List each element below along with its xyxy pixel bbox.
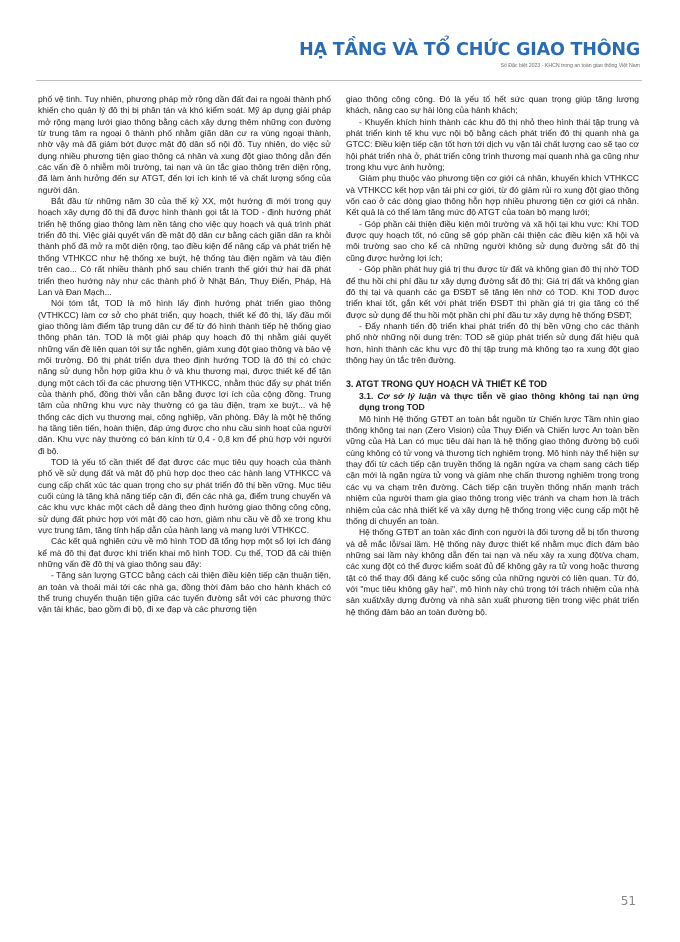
paragraph: giao thông công cộng. Đó là yếu tố hết sức quan trọng giúp tăng lượng khách, nâng cao sự hài lòng của hành khách; — [346, 94, 639, 116]
paragraph: Hệ thống GTĐT an toàn xác định con người là đối tượng dễ bị tổn thương và dễ mắc lỗi/sai lầm. Hệ thống này được thiết kế nhằm mục đích đảm bảo những sai lầm này không dẫn đến tai nạn và nếu xảy ra xung đột/va chạm, các xung đột có thể được kiểm soát đủ để không gây ra tử vong hoặc thương tật có thể thay đổi đáng kể cuộc sống của những người có liên quan. Từ đó, với "mục tiêu không gây hại", mô hình này chú trọng tới trách nhiệm của nhà sản xuất/xây dựng đường và nhà sản xuất phương tiện trong việc phát triển hệ thống đảm bảo an toàn đường bộ. — [346, 527, 639, 617]
paragraph: Mô hình Hệ thống GTĐT an toàn bắt nguồn từ Chiến lược Tầm nhìn giao thông không tai nạn (Zero Vision) của Thụy Điển và Chiến lược An toàn bền vững của Hà Lan có mục tiêu dài hạn là hệ thống giao thông đường bộ cuối cùng không có tử vong và thương tích nghiêm trọng. Mô hình này thể hiện sự thay đổi từ cách tiếp cận truyền thống là ngăn ngừa va chạm sang cách tiếp cận mới là ngăn ngừa tử vong và giảm nhẹ chấn thương nghiêm trọng trong các vụ va chạm trên đường. Cách tiếp cận truyền thống nhấn mạnh trách nhiệm của người tham gia giao thông trong việc tránh va chạm hơn là trách nhiệm của các nhà thiết kế và xây dựng hệ thống trong việc cung cấp một hệ thống di chuyển an toàn. — [346, 413, 639, 526]
right-column — [346, 94, 639, 618]
paragraph: Bắt đầu từ những năm 30 của thế kỷ XX, một hướng đi mới trong quy hoạch xây dựng đô thị đã được hình thành gọi tắt là TOD - định hướng phát triển hệ thống giao thông làm nền tảng cho việc quy hoạch và quá trình phát triển đô thị. Việc giải quyết vấn đề mật độ dân cư bằng cách giãn dân ra khỏi thành phố đã mở ra một diện rộng, tạo điều kiện để nâng cấp và phát triển hệ thống VTHKCC như hệ thống xe buýt, hệ thống tàu điện ngầm và tàu điện trên cao... Có rất nhiều thành phố sau chiến tranh thế giới thứ hai đã phát triển theo hướng này như các thành phố ở Nhật Bản, Thụy Điển, Pháp, Hà Lan và Đan Mạch... — [38, 196, 331, 297]
paragraph: phố vệ tinh. Tuy nhiên, phương pháp mở rộng dần đất đai ra ngoài thành phố khiến cho quản lý đô thị bị phân tán và khó kiểm soát. Mỹ áp dụng giải pháp mở rộng mạng lưới giao thông bằng cách xây dựng thêm những con đường từ trung tâm ra ngoại ô thành phố nhằm giãn dân cư ra vùng ngoại thành, nhờ vậy mà đã giảm bớt được mật độ dân số nội đô. Tuy nhiên, do việc sử dụng nhiều phương tiện giao thông cá nhân và xung đột giao thông dẫn đến các vấn đề ô nhiễm môi trường, tai nạn và ùn tắc giao thông trên diện rộng, đã làm ảnh hưởng đến sự ATGT, đến lợi ích kinh tế và chất lượng sống của người dân. — [38, 94, 331, 195]
subsection-number: 3.1. — [359, 390, 374, 401]
subsection-rest: và thực tiễn về giao thông không tai nạn ứng dụng trong TOD — [359, 390, 640, 413]
subsection-heading — [346, 391, 639, 414]
header-divider — [36, 80, 642, 81]
paragraph: TOD là yếu tố cần thiết để đạt được các mục tiêu quy hoạch của thành phố về sử dụng đất và mật độ phù hợp dọc theo các hành lang VTHKCC và cung cấp chất xúc tác quan trọng cho sự phát triển đô thị bền vững. Mục tiêu cuối cùng là tăng khả năng tiếp cận đi, đến các nhà ga, điểm trung chuyển và các khu vực khác một cách dễ dàng theo định hướng giao thông công cộng, sử dụng đất phức hợp với mật độ cao hơn, giảm nhu cầu về đỗ xe trong khu vực trung tâm, tăng tính hấp dẫn của hành lang và mạng lưới VTHKCC. — [38, 457, 331, 536]
paragraph: Giảm phụ thuộc vào phương tiện cơ giới cá nhân, khuyến khích VTHKCC và VTHKCC kết hợp vận tải phi cơ giới, từ đó giảm rủi ro xung đột giao thông vốn cao ở các dòng giao thông hỗn hợp nhiều phương tiện cơ giới cá nhân. Kết quả là có thể làm tăng mức độ ATGT của toàn bộ mạng lưới; — [346, 173, 639, 218]
paragraph: Các kết quả nghiên cứu về mô hình TOD đã tổng hợp một số lợi ích đáng kể mà đô thị đạt được khi triển khai mô hình TOD. Cụ thể, TOD đã cải thiện những vấn đề đô thị và giao thông sau đây: — [38, 536, 331, 570]
paragraph: - Tăng sản lượng GTCC bằng cách cải thiện điều kiện tiếp cận thuận tiện, an toàn và thoải mái tới các nhà ga, đồng thời đảm bảo cho hành khách có thể trung chuyển thuận tiện giữa các tuyến đường sắt với các phương thức vận tải khác, bao gồm đi bộ, đi xe đạp và các phương tiện — [38, 570, 331, 615]
page-number: 51 — [620, 894, 636, 908]
paragraph: - Góp phần cải thiện điều kiện môi trường và xã hội tại khu vực: Khi TOD được quy hoạch tốt, nó cũng sẽ góp phần cải thiện các điều kiện xã hội và môi trường sao cho kể cả những người không sử dụng đường sắt đô thị cũng được hưởng lợi ích; — [346, 218, 639, 263]
subsection-italic: Cơ sở lý luận — [377, 390, 437, 401]
paragraph: - Khuyến khích hình thành các khu đô thị nhỏ theo hình thái tập trung và phát triển kinh tế khu vực nội bộ bằng cách phát triển đô thị quanh nhà ga GTCC: Điều kiện tiếp cận tốt hơn tới dịch vụ vận tải chất lượng cao sẽ tạo cơ hội phát triển nhà ở, phát triển công trình thương mại quanh nhà ga cũng như trong khu vực ảnh hưởng; — [346, 116, 639, 173]
section-title: HẠ TẦNG VÀ TỔ CHỨC GIAO THÔNG — [299, 40, 640, 60]
journal-subtitle: Số Đặc biệt 2023 - KHCN trong an toàn giao thông Việt Nam — [500, 63, 640, 69]
left-column — [38, 94, 331, 616]
paragraph: - Đẩy nhanh tiến độ triển khai phát triển đô thị bền vững cho các thành phố nhờ những nội dung trên: TOD sẽ giúp phát triển sử dụng đất hiệu quả hơn, hình thành các khu vực đô thị tập trung mà không tạo ra xung đột giao thông hay ùn tắc trên đường. — [346, 320, 639, 365]
paragraph: Nói tóm tắt, TOD là mô hình lấy định hướng phát triển giao thông (VTHKCC) làm cơ sở cho phát triển, quy hoạch, thiết kế đô thị, lấy đầu mối giao thông làm điểm tập trung dân cư để từ đó hình thành tiếp hệ thống giao thông phân tán. TOD là một giải pháp quy hoạch đô thị nhằm giải quyết những vấn đề liên quan tới sự tắc nghẽn, giảm xung đột giao thông và bảo vệ môi trường. Đô thị phát triển dựa theo định hướng TOD là đô thị có chức năng sử dụng hỗn hợp giữa khu ở và khu thương mại, được thiết kế để tận dụng một cách tối đa các phương tiện VTHKCC, nhằm thúc đẩy sự phát triển của thành phố, đồng thời vẫn cân bằng được lợi ích của cộng đồng. Trung tâm của những khu vực này thường có ga tàu điện, trạm xe buýt... và hệ thống các dịch vụ thương mại, công nghiệp, văn phòng. Đây là một hệ thống hạ tầng tiên tiến, hoàn thiện, đáp ứng được cho nhu cầu sinh hoạt của người dân. Khu vực này thường có bán kính từ 0,4 - 0,8 km để phù hợp với người đi bộ. — [38, 298, 331, 456]
section-heading: 3. ATGT TRONG QUY HOẠCH VÀ THIẾT KẾ TOD — [346, 379, 548, 390]
paragraph: - Góp phần phát huy giá trị thu được từ đất và không gian đô thị nhờ TOD để thu hồi chi phí đầu tư xây dựng đường sắt đô thị: Giá trị đất và không gian đô thị tại và quanh các ga ĐSĐT sẽ tăng lên nhờ có TOD. Khi TOD được triển khai tốt, gắn kết với phát triển ĐSĐT thì phần giá trị gia tăng có thể được sử dụng để thu hồi một phần chi phí đầu tư xây dựng hệ thống ĐSĐT; — [346, 264, 639, 320]
page-header — [240, 40, 640, 70]
